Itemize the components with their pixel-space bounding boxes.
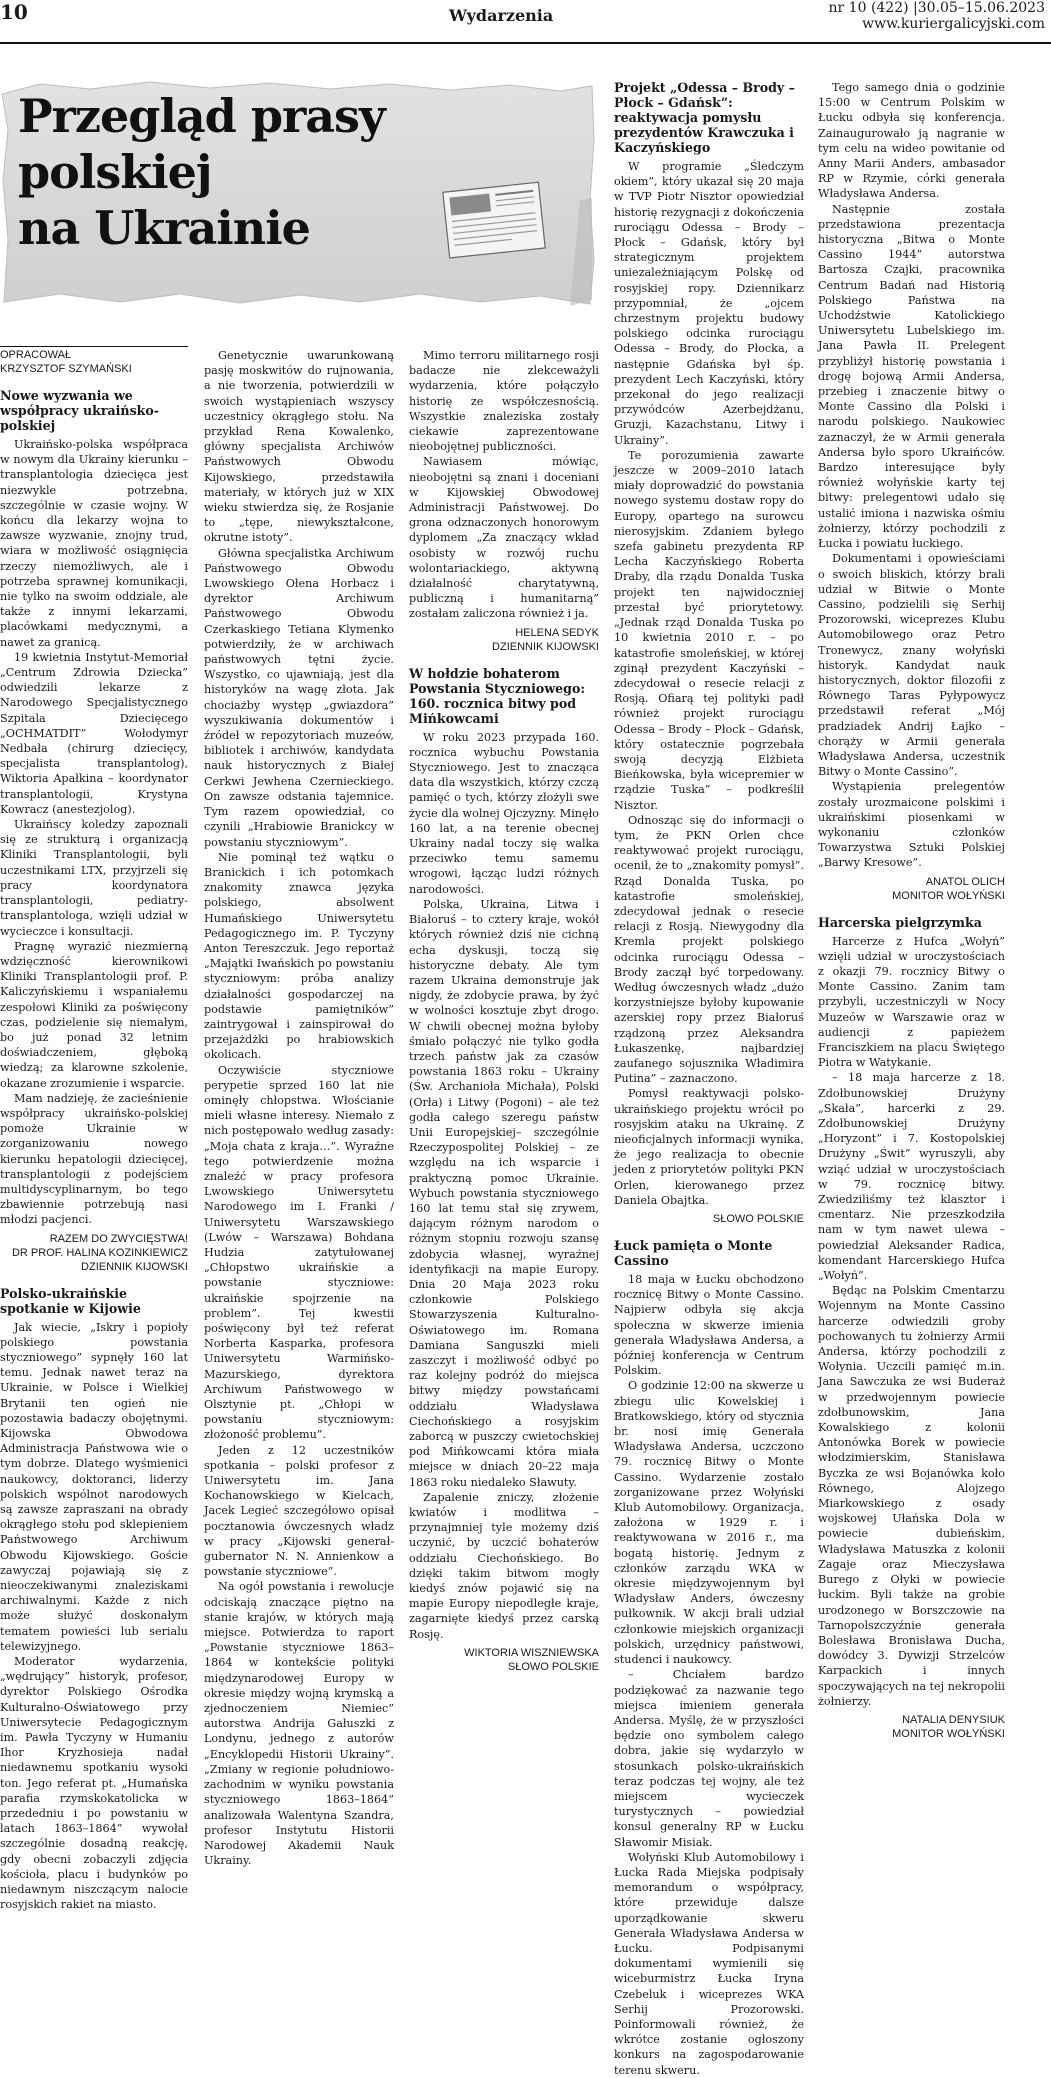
signature-source: MONITOR WOŁYŃSKI [892, 1727, 1005, 1740]
paragraph: Oczywiście styczniowe perypetie sprzed 160 lat nie ominęły chłopstwa. Włościanie mieli własne interesy. Niemało z nich postępowało według zasady: „Moja chata z kraja…”. Wyraźne tego potwierdzenie można znaleźć w pracy profesora Lwowskiego Uniwersytetu Narodowego im I. Franki / Uniwersytetu Warszawskiego (Lwów – Warszawa) Bohdana Hudzia zatytułowanej „Chłopstwo ukraińskie a powstanie styczniowe: ukraińskie spojrzenie na problem”. Tej kwestii poświęcony był też referat Norberta Kasparka, profesora Uniwersytetu Warmińsko-Mazurskiego, dyrektora Archiwum Państwowego w Olsztynie pt. „Chłopi w powstaniu styczniowym: złożoność problemu”. [204, 1063, 394, 1442]
signature-source: DZIENNIK KIJOWSKI [492, 640, 599, 653]
paragraph: Główna specjalistka Archiwum Państwowego Obwodu Lwowskiego Ołena Horbacz i dyrektor Archiwum Państwowego Obwodu Czerkaskiego Tetiana Klymenko potwierdziły, że w archiwach państwowych tętni życie. Wszystko, co ujawniają, jest dla historyków na wagę złota. Jak chociażby występ „gwiazdora” wyszukiwania dokumentów i źródeł w repozytoriach muzeów, bibliotek i archiwów, kandydata nauk historycznych z Białej Cerkwi Jewhena Czernieckiego. On zawsze odstania tajemnice. Tym razem opowiedział, co czynili „Hrabiowie Branickcy w powstaniu styczniowym”. [204, 546, 394, 849]
paragraph: Na ogół powstania i rewolucje odciskają znaczące piętno na stanie krajów, w których mają miejsce. Potwierdza to raport „Powstanie styczniowe 1863–1864 w kontekście polityki międzynarodowej Europy w okresie między wojną krymską a zjednoczeniem Niemiec” autorstwa Andrija Gałuszki z Londynu, jednego z autorów „Encyklopedii Historii Ukrainy”. „Zmiany w regionie południowo-zachodnim w wyniku powstania styczniowego 1863–1864” analizowała Walentyna Szandra, profesor Instytutu Historii Narodowej Akademii Nauk Ukrainy. [204, 1580, 394, 1868]
paragraph: – Chciałem bardzo podziękować za nazwanie tego miejsca imieniem generała Andersa. Myślę, że w przyszłości będzie ono symbolem całego dobra, jakie się wydarzyło w stosunkach polsko-ukraińskich teraz podczas tej wojny, ale też miejscem wycieczek turystycznych – powiedział konsul generalny RP w Łucku Sławomir Misiak. [614, 1668, 804, 1849]
column-1 [0, 348, 188, 1912]
byline-rule [0, 346, 188, 347]
signature-source: SŁOWO POLSKIE [507, 1660, 599, 1673]
paragraph: Mam nadzieję, że zacieśnienie współpracy ukraińsko-polskiej pomoże Ukrainie w zorganizowaniu nowego kierunku hepatologii dziecięcej, transplantologii z podejściem multidyscyplinarnym, bo tego zbawiennie potrzebują nasi młodzi pacjenci. [0, 1091, 188, 1227]
paragraph: Pomysł reaktywacji polsko-ukraińskiego projektu wrócił po rosyjskim ataku na Ukrainę. Z nieoficjalnych informacji wynika, że jego realizacja to obecnie jeden z priorytetów polityki PKN Orlen, kierowanego przez Daniela Obajtka. [614, 1087, 804, 1207]
banner-title: Przegląd prasy polskiej na Ukrainie [18, 89, 385, 255]
signature-line: RAZEM DO ZWYCIĘSTWA! [49, 1232, 188, 1245]
article-title: Łuck pamięta o Monte Cassino [614, 1238, 773, 1269]
article-title: Nowe wyzwania we współpracy ukraińsko-polskiej [0, 388, 160, 433]
article-title: Harcerska pielgrzymka [818, 914, 982, 930]
signature-author: HELENA SEDYK [515, 626, 599, 639]
signature-source: SŁOWO POLSKIE [712, 1213, 804, 1226]
signature-source: DZIENNIK KIJOWSKI [81, 1260, 188, 1273]
paragraph: Będąc na Polskim Cmentarzu Wojennym na Monte Cassino harcerze odwiedzili groby pochowanych tu żołnierzy Armii Andersa, którzy pochodzili z Wołynia. Uczcili pamięć m.in. Jana Sawczuka ze wsi Buderaż w przedwojennym powiecie zdołbunowskim, Jana Kowalskiego z kolonii Antonówka Borek w powiecie włodzimierskim, Stanisława Byczka ze wsi Bojanówka koło Równego, Alojzego Miarkowskiego z osady wojskowej Ułańska Dola w powiecie dubieńskim, Władysława Matuszka z kolonii Zagaje oraz Mieczysława Burego z Ołyki w powiecie łuckim. Byli także na grobie urodzonego w Borszczowie na Tarnopolszczyźnie generała Bolesława Bronisława Ducha, dowódcy 3. Dywizji Strzelców Karpackich i innych spoczywających na tej nekropolii żołnierzy. [818, 1284, 1006, 1708]
article-title: Polsko-ukraińskie spotkanie w Kijowie [0, 1285, 141, 1316]
column-3 [409, 348, 599, 1673]
paragraph: Jeden z 12 uczestników spotkania – polski profesor z Uniwersytetu im. Jana Kochanowskiego w Kielcach, Jacek Legieć szczegółowo opisał pocztanowia ówczesnych władz w pracy „Kijowski generał-gubernator N. N. Annienkow a powstanie styczniowe”. [204, 1443, 394, 1579]
signature-author: WIKTORIA WISZNIEWSKA [464, 1646, 599, 1659]
paragraph: Wystąpienia prelegentów zostały urozmaicone polskimi i ukraińskimi piosenkami w wykonaniu członków Towarzystwa Sztuki Polskiej „Barwy Kresowe”. [818, 780, 1005, 870]
article-title: W hołdzie bohaterom Powstania Styczniowego: 160. rocznica bitwy pod Mińkowcami [409, 665, 586, 726]
signature-source: MONITOR WOŁYŃSKI [892, 889, 1005, 902]
paragraph: Harcerze z Hufca „Wołyń” wzięli udział w uroczystościach z okazji 79. rocznicy Bitwy o Monte Cassino. Zanim tam przybyli, uczestniczyli w Nocy Muzeów w Warszawie oraz w audiencji z papieżem Franciszkiem na placu Świętego Piotra w Watykanie. [818, 934, 1005, 1070]
paragraph: Mimo terroru militarnego rosji badacze nie zlekceważyli wydarzenia, które połączyło historię ze współczesnością. Wszystkie znaleziska zostały ciekawie zaprezentowane nieobojętnej publiczności. [409, 349, 599, 454]
paragraph: – 18 maja harcerze z 18. Zdołbunowskiej Drużyny „Skała”, harcerki z 29. Zdołbunowskiej Drużyny „Horyzont” i 7. Kostopolskiej Drużyny „Świt” wyruszyli, aby wziąć udział w uroczystościach w 79. rocznicę bitwy. Zwiedziliśmy też klasztor i cmentarz. Nie przeszkodziła nam w tym nawet ulewa – powiedział Aleksander Radica, komendant Harcerskiego Hufca „Wołyń”. [818, 1071, 1005, 1283]
column-4 [614, 80, 804, 2077]
paragraph: Pragnę wyrazić niezmierną wdzięczność kierownikowi Kliniki Transplantologii prof. P. Kaliczyńskiemu i wspaniałemu zespołowi Kliniki za poświęcony czas, podzielenie się niemałym, bo już ponad 32 letnim doświadczeniem, głęboką wiedzą; za klarowne szkolenie, okazane zrozumienie i wsparcie. [0, 939, 188, 1090]
paragraph: Tego samego dnia o godzinie 15:00 w Centrum Polskim w Łucku odbyła się konferencja. Zainaugurowało ją nagranie w tym celu na wideo powitanie od Anny Marii Anders, ambasador RP w Rzymie, córki generała Władysława Andersa. [818, 81, 1005, 201]
newspaper-icon [440, 175, 550, 265]
paragraph: Jak wiecie, „Iskry i popioły polskiego powstania styczniowego” sypnęły 160 lat temu. Jednak nawet teraz na Ukrainie, w Polsce i Wielkiej Brytanii ten ogień nie pozostawia badaczy obojętnymi. Kijowska Obwodowa Administracja Państwowa wie o tym dobrze. Dlatego wyśmienici naukowcy, doktoranci, liderzy polskich wspólnot narodowych są zawsze zapraszani na obrady okrągłego stołu pod sklepieniem Państwowego Archiwum Obwodu Kijowskiego. Goście zawyczaj pojawiają się z nieoczekiwanymi znaleziskami archiwalnymi. Każde z nich może służyć doskonałym tematem powieści lub serialu telewizyjnego. [0, 1320, 188, 1653]
paragraph: Odnosząc się do informacji o tym, że PKN Orlen chce reaktywować projekt rurociągu, ocenił, że to „znakomity pomysł”. Rząd Donalda Tuska, po katastrofie smoleńskiej, zdecydował jednak o resecie relacji z Rosją. Niewygodny dla Kremla projekt polskiego odcinka rurociągu Odessa – Brody zaczął być torpedowany. Według ówczesnych władz „dużo korzystniejsze byłoby kupowanie azerskiej ropy przez Białoruś rządzoną przez Aleksandra Łukaszenkę, najbardziej zaufanego sojusznika Władimira Putina” – zaznaczono. [614, 813, 804, 1086]
paragraph: 19 kwietnia Instytut-Memoriał „Centrum Zdrowia Dziecka” odwiedzili lekarze z Narodowego Specjalistycznego Szpitala Dziecięcego „OCHMATDIT” Wołodymyr Nedbała (chirurg dziecięcy, specjalista transplantolog), Wiktoria Apałkina – koordynator transplantologii, Krystyna Kowracz (anestezjolog). [0, 650, 188, 816]
section-title: Wydarzenia [449, 6, 554, 25]
byline-author: KRZYSZTOF SZYMAŃSKI [0, 363, 132, 375]
column-5 [818, 80, 1006, 1740]
website-link[interactable]: www.kuriergalicyjski.com [862, 16, 1045, 32]
page-number: 10 [0, 0, 28, 24]
paragraph: Zapalenie zniczy, złożenie kwiatów i modlitwa –przynajmniej tyle możemy dziś uczynić, by uczcić bohaterów oddziału Ciechońskiego. Bo dzięki takim bitwom mogły kiedyś znów pojawić się na mapie Europy niepodległe kraje, zagarnięte kiedyś przez carską Rosję. [409, 1490, 599, 1641]
article-title: Projekt „Odessa – Brody – Płock – Gdańsk”: reaktywacja pomysłu prezydentów Krawczuka i Kaczyńskiego [614, 80, 795, 155]
paragraph: Ukraińsko-polska współpraca w nowym dla Ukrainy kierunku – transplantologia dziecięca jest niezwykle potrzebna, szczególnie w czasie wojny. W końcu dla lekarzy wojna to zawsze wyzwanie, znojny trud, wiara w możliwość osiągnięcia rzeczy niemożliwych, ale i potrzeba sprawnej komunikacji, nie tylko na swoim oddziale, ale także z innymi lekarzami, placówkami medycznymi, a nawet za granicą. [0, 438, 188, 649]
paragraph: Polska, Ukraina, Litwa i Białoruś – to cztery kraje, wokół których również dziś nie cichną echa dyskusji, toczą się historyczne debaty. Ale tym razem Ukraina demonstruje jak nigdy, że zdobycie prawa, by żyć w wolności kosztuje zbyt drogo. W chwili obecnej można byłoby śmiało połączyć nie tylko godła trzech państw jak za czasów powstania 1863 roku – Ukrainy (Św. Archanioła Michała), Polski (Orła) i Litwy (Pogoni) – ale też godła całego szeregu państw Unii Europejskiej– szczególnie Rzeczypospolitej Polskiej – ze względu na ich wsparcie i praktyczną pomoc Ukrainie. Wybuch powstania styczniowego 160 lat temu stał się zrywem, dającym różnym narodom o różnym stopniu rozwoju szansę zdobycia własnej, wyraźnej identyfikacji na mapie Europy. Dnia 20 Maja 2023 roku członkowie Polskiego Stowarzyszenia Kulturalno-Oświatowego im. Romana Damiana Sanguszki mieli zaszczyt i możliwość odbyć po raz kolejny podróż do miejsca bitwy między powstańcami oddziału Władysława Ciechońskiego a rosyjskim zaborcą w puszczy cwietochskiej pod Mińkowcami która miała miejsce w dniach 20–22 maja 1863 roku niedaleko Sławuty. [409, 897, 599, 1489]
paragraph: W roku 2023 przypada 160. rocznica wybuchu Powstania Styczniowego. Jest to znacząca data dla wszystkich, którzy czczą pamięć o tych, którzy złożyli swe życie dla wolnej Ojczyzny. Minęło 160 lat, a na terenie obecnej Ukrainy nadal toczy się walka przeciwko temu samemu wrogowi, łącząc ludzi różnych narodowości. [409, 730, 599, 896]
paragraph: Dokumentami i opowieściami o swoich bliskich, którzy brali udział w Bitwie o Monte Cassino, podzielili się Serhij Prozorowski, wiceprezes Klubu Automobilowego oraz Petro Tronewycz, znany wołyński historyk. Kandydat nauk historycznych, doktor filozofii z Równego Taras Pyłypowycz przedstawił referat „Mój pradziadek Andrij Łajko – chorąży w Armii generała Władysława Andersa, uczestnik Bitwy o Monte Cassino”. [818, 552, 1005, 779]
paragraph: Ukraińscy koledzy zapoznali się ze strukturą i organizacją Kliniki Transplantologii, byli uczestnikami LTX, przyjrzeli się pracy koordynatora transplantologii, pediatry-transplantologa, wzięli udział w wycieczce i konsultacji. [0, 818, 188, 938]
signature-author: DR PROF. HALINA KOZINKIEWICZ [11, 1246, 188, 1259]
byline-role: OPRACOWAŁ [0, 349, 72, 361]
paragraph: 18 maja w Łucku obchodzono rocznicę Bitwy o Monte Cassino. Najpierw odbyła się akcja społeczna w skwerze imienia generała Władysława Andersa, a później konferencja w Centrum Polskim. [614, 1273, 804, 1378]
signature-author: ANATOL OLICH [925, 875, 1005, 888]
issue-number: nr 10 (422) |30.05–15.06.2023 [828, 0, 1045, 16]
paragraph: Nawiasem mówiąc, nieobojętni są znani i doceniani w Kijowskiej Obwodowej Administracji Państwowej. Do grona odznaczonych honorowym dyplomem „Za znaczący wkład osobisty w rozwój ruchu wolontariackiego, aktywną działalność charytatywną, publiczną i humanitarną” zostałam zaliczona również i ja. [409, 455, 599, 621]
paragraph: Wołyński Klub Automobilowy i Łucka Rada Miejska podpisały memorandum o współpracy, które przewiduje dalsze uporządkowanie skweru Generała Władysława Andersa w Łucku. Podpisanymi dokumentami wymienili się wiceburmistrz Łucka Iryna Czebeluk i wiceprezes WKA Serhij Prozorowski. Poinformowali również, że wkrótce zostanie ogłoszony konkurs na zagospodarowanie terenu skweru. [614, 1850, 804, 2077]
paragraph: Te porozumienia zawarte jeszcze w 2009–2010 latach miały doprowadzić do powstania nowego systemu dostaw ropy do Europy, opartego na surowcu nierosyjskim. Zdaniem byłego szefa gabinetu prezydenta RP Lecha Kaczyńskiego Roberta Draby, dla rządu Donalda Tuska projekt ten najwidoczniej przestał być priorytetowy. „Jednak rząd Donalda Tuska po 10 kwietnia 2010 r. – po katastrofie smoleńskiej, w której zginął prezydent Kaczyński – zdecydował o resecie relacji z Rosją. Ofiarą tej polityki padł również projekt rurociągu Odessa – Brody – Płock – Gdańsk, który ostatecznie pogrzebała swoją decyzją Elżbieta Bieńkowska, była wicepremier w rządzie Tuska” – podkreślił Nisztor. [614, 448, 804, 812]
paragraph: Następnie została przedstawiona prezentacja historyczna „Bitwa o Monte Cassino 1944” autorstwa Bartosza Czajki, pracownika Centrum Badań nad Historią Polskiego Państwa na Uchodźstwie Katolickiego Uniwersytetu Lubelskiego im. Jana Pawła II. Prelegent przybliżył historię powstania i drogę bojową Armii Andersa, przebieg i znaczenie bitwy o Monte Cassino dla Polski i narodu polskiego. Naukowiec zaznaczył, że w Armii generała Andersa było sporo Ukraińców. Bardzo interesujące były również wołyńskie karty tej bitwy: prelegentowi udało się ustalić imiona i nazwiska ośmiu żołnierzy, którzy pochodzili z Łucka i powiatu łuckiego. [818, 202, 1005, 551]
issue-info [829, 0, 1045, 32]
paragraph: Nie pominął też wątku o Branickich i ich potomkach znakomity znawca języka polskiego, absolwent Humańskiego Uniwersytetu Pedagogicznego im. P. Tyczyny Anton Tereszczuk. Jego reportaż „Majątki Iwańskich po powstaniu styczniowym: próba analizy działalności gospodarczej na podstawie pamiętników” zaintrygował i zainspirował do przejażdżki po hrabiowskich okolicach. [204, 850, 394, 1062]
page-header [0, 0, 1051, 44]
paragraph: W programie „Śledczym okiem”, który ukazał się 20 maja w TVP Piotr Nisztor opowiedział historię rezygnacji z dokończenia rurociągu Odessa – Brody – Płock – Gdańsk, który był strategicznym projektem uniezależniającym Polskę od rosyjskiej ropy. Dziennikarz przypomniał, że „ojcem chrzestnym projektu budowy polskiego odcinka rurociągu Odessa – Brody, do Płocka, a następnie Gdańska był śp. prezydent Lech Kaczyński, który przekonał do jego realizacji przywódców Azerbejdżanu, Gruzji, Kazachstanu, Litwy i Ukrainy”. [614, 160, 804, 447]
paragraph: Moderator wydarzenia, „wędrujący” historyk, profesor, dyrektor Polskiego Ośrodka Kulturalno-Oświatowego przy Uniwersytecie Pedagogicznym im. Pawła Tyczyny w Humaniu Ihor Kryzhosieja nadał niedawnemu spotkaniu wysoki ton. Jego referat pt. „Humańska parafia rzymskokatolicka w przededniu i po powstaniu w latach 1863–1864” wywołał szczególnie dosadną reakcję, gdy obecni zobaczyli zdjęcia kościoła, placu i budynków po niedawnym niszczącym nalocie rosyjskich rakiet na miasto. [0, 1655, 188, 1912]
header-rule [0, 42, 1051, 44]
paragraph: O godzinie 12:00 na skwerze u zbiegu ulic Kowelskiej i Bratkowskiego, który od stycznia br. nosi imię Generała Władysława Andersa, uczczono 79. rocznicę Bitwy o Monte Cassino. Wydarzenie zostało zorganizowane przez Wołyński Klub Automobilowy. Organizacja, założona w 1929 r. i reaktywowana w 2016 r., ma bogatą historię. Jednym z członków zarządu WKA w okresie międzywojennym był Władysław Anders, ówczesny pułkownik. W akcji brali udział członkowie miejskich organizacji polskich, urzędnicy państwowi, studenci i naukowcy. [614, 1379, 804, 1667]
column-2 [204, 348, 394, 1868]
signature-author: NATALIA DENYSIUK [902, 1713, 1005, 1726]
paragraph: Genetycznie uwarunkowaną pasję moskwitów do rujnowania, a nie tworzenia, potwierdzili w swoich wystąpieniach wszyscy uczestnicy okrągłego stołu. Na przykład Rena Kowalenko, główny specjalista Archiwów Państwowych Obwodu Kijowskiego, przedstawiła materiały, w których już w XIX wieku stwierdza się, że Rosjanie to „tępe, niewykształcone, okrutne istoty”. [204, 349, 394, 545]
